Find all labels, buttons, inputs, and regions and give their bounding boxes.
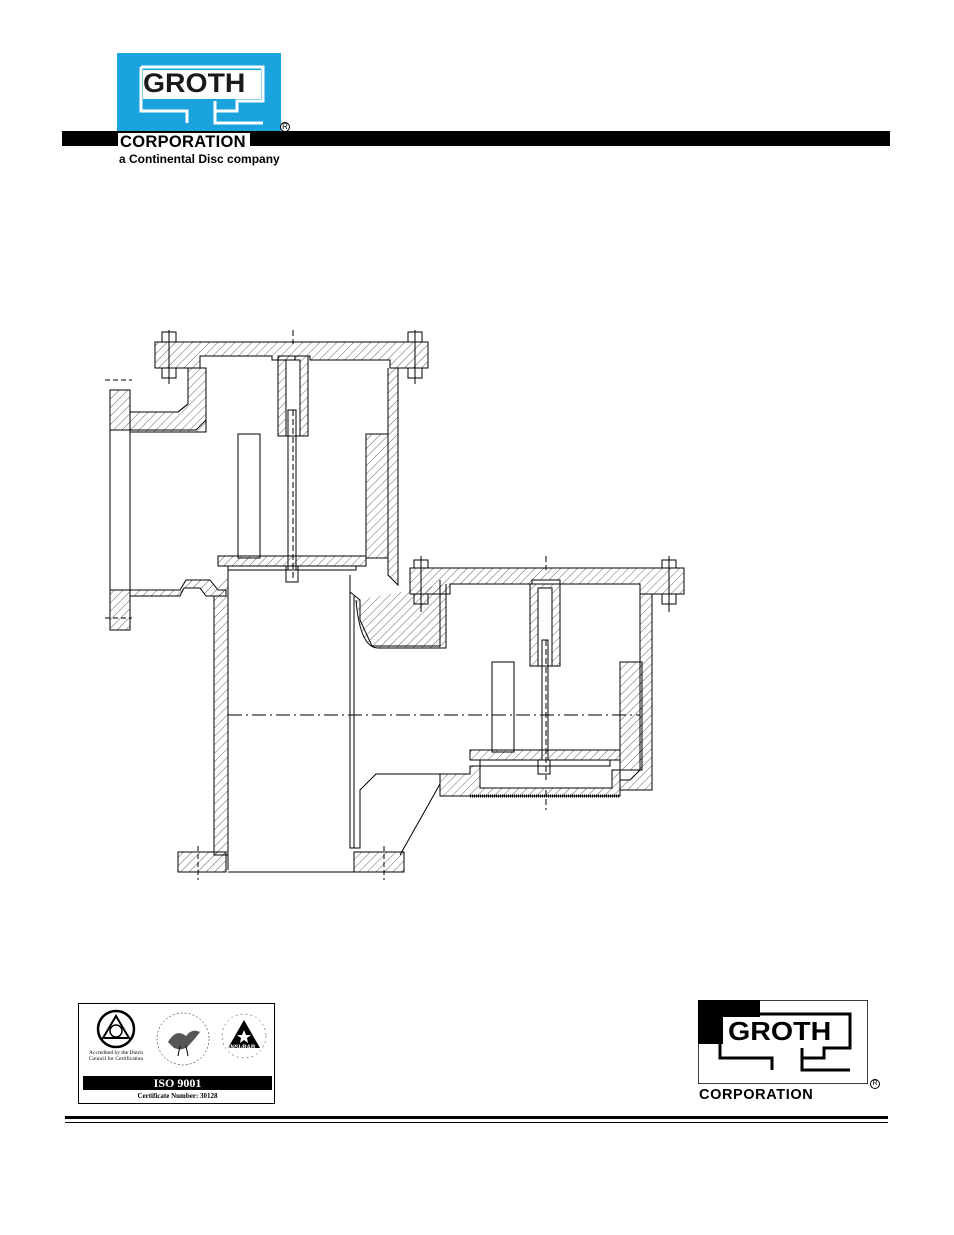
valve-cross-section-drawing [100,320,700,890]
registered-mark-icon: R [280,122,290,132]
iso-standard-banner: ISO 9001 [83,1076,272,1090]
footer-rule-thin [65,1122,888,1123]
footer-registered-mark-icon: R [870,1079,880,1089]
footer-logo-wordmark: GROTH [728,1016,832,1046]
footer-company-name: CORPORATION [699,1087,814,1103]
company-name: CORPORATION [118,133,250,151]
accredited-registrar-icon [218,1006,270,1072]
logo-wordmark: GROTH [143,68,246,98]
qa-eagle-seal-icon [150,1006,216,1072]
dutch-council-seal-icon [86,1008,146,1050]
certificate-number: Certificate Number: 30128 [137,1092,218,1100]
footer-rule-thick [65,1116,888,1119]
company-tagline: a Continental Disc company [119,152,280,166]
ansi-rab-label: ANSI-RAB [226,1045,256,1051]
accreditation-text: Accredited by the Dutch Council for Certification [88,1050,144,1062]
